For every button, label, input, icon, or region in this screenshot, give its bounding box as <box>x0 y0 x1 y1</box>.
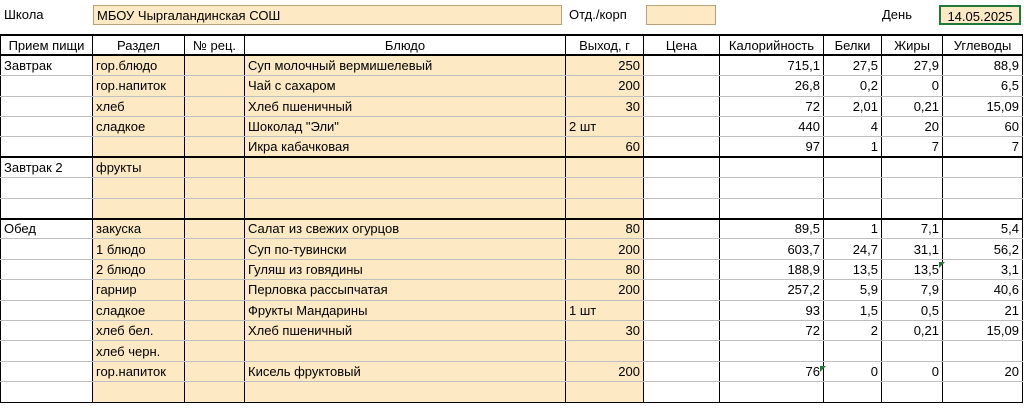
fat-cell[interactable] <box>882 157 943 177</box>
table-row <box>1 96 1023 116</box>
meal-cell[interactable] <box>1 137 93 157</box>
fat-cell[interactable]: 20 <box>882 117 943 137</box>
meal-cell[interactable] <box>1 361 93 381</box>
kcal-cell[interactable]: 440 <box>720 117 824 137</box>
col-header: Калорийность <box>720 35 824 55</box>
recipe-cell[interactable] <box>185 178 245 198</box>
kcal-cell[interactable] <box>720 178 824 198</box>
recipe-cell[interactable] <box>185 219 245 239</box>
protein-cell[interactable]: 24,7 <box>824 239 882 259</box>
output-cell[interactable]: 30 <box>566 320 644 340</box>
col-header: Цена <box>644 35 720 55</box>
output-cell[interactable] <box>566 198 644 218</box>
protein-cell[interactable]: 1,5 <box>824 300 882 320</box>
table-row <box>1 76 1023 96</box>
fat-cell[interactable]: 27,9 <box>882 55 943 75</box>
output-cell[interactable]: 200 <box>566 76 644 96</box>
fat-cell[interactable] <box>882 178 943 198</box>
col-header: Раздел <box>93 35 185 55</box>
section-cell[interactable] <box>93 137 185 157</box>
meal-cell[interactable] <box>1 198 93 218</box>
recipe-cell[interactable] <box>185 320 245 340</box>
fat-cell[interactable]: 7,1 <box>882 219 943 239</box>
section-cell[interactable]: 1 блюдо <box>93 239 185 259</box>
recipe-cell[interactable] <box>185 198 245 218</box>
col-header: Блюдо <box>245 35 566 55</box>
price-cell[interactable] <box>644 178 720 198</box>
recipe-cell[interactable] <box>185 117 245 137</box>
output-cell[interactable]: 80 <box>566 259 644 279</box>
table-row <box>1 178 1023 198</box>
col-header: Выход, г <box>566 35 644 55</box>
kcal-cell[interactable]: 72 <box>720 96 824 116</box>
recipe-cell[interactable] <box>185 55 245 75</box>
table-row <box>1 320 1023 340</box>
protein-cell[interactable]: 4 <box>824 117 882 137</box>
carb-cell[interactable]: 88,9 <box>943 55 1023 75</box>
section-cell[interactable] <box>93 178 185 198</box>
fat-cell[interactable] <box>882 382 943 402</box>
dish-cell[interactable]: Салат из свежих огурцов <box>245 219 566 239</box>
output-cell[interactable] <box>566 178 644 198</box>
price-cell[interactable] <box>644 137 720 157</box>
carb-cell[interactable] <box>943 341 1023 361</box>
section-cell[interactable]: 2 блюдо <box>93 259 185 279</box>
output-cell[interactable]: 2 шт <box>566 117 644 137</box>
protein-cell[interactable] <box>824 198 882 218</box>
dish-cell[interactable]: Суп молочный вермишелевый <box>245 55 566 75</box>
kcal-cell[interactable]: 97 <box>720 137 824 157</box>
fat-cell[interactable]: 0,21 <box>882 320 943 340</box>
school-field[interactable]: МБОУ Чыргаландинская СОШ <box>93 5 562 25</box>
dish-cell[interactable] <box>245 198 566 218</box>
meal-cell[interactable]: Завтрак <box>1 55 93 75</box>
section-cell[interactable]: гарнир <box>93 280 185 300</box>
price-cell[interactable] <box>644 300 720 320</box>
table-row <box>1 117 1023 137</box>
price-cell[interactable] <box>644 219 720 239</box>
price-cell[interactable] <box>644 320 720 340</box>
dish-cell[interactable] <box>245 157 566 177</box>
fat-cell[interactable]: 0 <box>882 361 943 381</box>
meal-cell[interactable] <box>1 259 93 279</box>
price-cell[interactable] <box>644 341 720 361</box>
meal-cell[interactable] <box>1 341 93 361</box>
protein-cell[interactable]: 1 <box>824 137 882 157</box>
dish-cell[interactable]: Хлеб пшеничный <box>245 320 566 340</box>
kcal-cell[interactable]: 257,2 <box>720 280 824 300</box>
price-cell[interactable] <box>644 157 720 177</box>
price-cell[interactable] <box>644 55 720 75</box>
carb-cell[interactable]: 20 <box>943 361 1023 381</box>
kcal-cell[interactable]: 89,5 <box>720 219 824 239</box>
fat-cell[interactable]: 31,1 <box>882 239 943 259</box>
dish-cell[interactable]: Суп по-тувински <box>245 239 566 259</box>
dish-cell[interactable]: Гуляш из говядины <box>245 259 566 279</box>
section-cell[interactable]: сладкое <box>93 300 185 320</box>
fat-cell[interactable] <box>882 198 943 218</box>
meal-cell[interactable] <box>1 178 93 198</box>
protein-cell[interactable]: 2,01 <box>824 96 882 116</box>
comment-indicator-icon <box>939 262 945 268</box>
protein-cell[interactable]: 2 <box>824 320 882 340</box>
dish-cell[interactable]: Перловка рассыпчатая <box>245 280 566 300</box>
meal-cell[interactable]: Обед <box>1 219 93 239</box>
fat-cell[interactable]: 0,21 <box>882 96 943 116</box>
price-cell[interactable] <box>644 198 720 218</box>
protein-cell[interactable]: 0,2 <box>824 76 882 96</box>
dish-cell[interactable] <box>245 178 566 198</box>
dish-cell[interactable]: Фрукты Мандарины <box>245 300 566 320</box>
dish-cell[interactable]: Чай с сахаром <box>245 76 566 96</box>
section-cell[interactable]: сладкое <box>93 117 185 137</box>
section-cell[interactable]: закуска <box>93 219 185 239</box>
protein-cell[interactable]: 1 <box>824 219 882 239</box>
output-cell[interactable]: 80 <box>566 219 644 239</box>
header-row <box>0 5 1024 27</box>
carb-cell[interactable] <box>943 382 1023 402</box>
fat-cell[interactable] <box>882 341 943 361</box>
output-cell[interactable]: 200 <box>566 280 644 300</box>
section-cell[interactable]: хлеб черн. <box>93 341 185 361</box>
meal-cell[interactable]: Завтрак 2 <box>1 157 93 177</box>
col-header: Жиры <box>882 35 943 55</box>
output-cell[interactable] <box>566 382 644 402</box>
carb-cell[interactable] <box>943 178 1023 198</box>
meal-cell[interactable] <box>1 239 93 259</box>
output-cell[interactable]: 200 <box>566 361 644 381</box>
carb-cell[interactable]: 40,6 <box>943 280 1023 300</box>
carb-cell[interactable]: 6,5 <box>943 76 1023 96</box>
output-cell[interactable] <box>566 157 644 177</box>
fat-cell[interactable]: 0,5 <box>882 300 943 320</box>
carb-cell[interactable]: 5,4 <box>943 219 1023 239</box>
recipe-cell[interactable] <box>185 157 245 177</box>
dept-label: Отд./корп <box>569 7 627 22</box>
dish-cell[interactable]: Хлеб пшеничный <box>245 96 566 116</box>
kcal-cell[interactable]: 715,1 <box>720 55 824 75</box>
kcal-cell[interactable]: 26,8 <box>720 76 824 96</box>
protein-cell[interactable] <box>824 178 882 198</box>
dish-cell[interactable]: Кисель фруктовый <box>245 361 566 381</box>
table-row <box>1 341 1023 361</box>
recipe-cell[interactable] <box>185 76 245 96</box>
col-header: № рец. <box>185 35 245 55</box>
school-label: Школа <box>4 7 44 22</box>
section-cell[interactable]: гор.напиток <box>93 361 185 381</box>
dish-cell[interactable] <box>245 382 566 402</box>
section-cell[interactable]: хлеб бел. <box>93 320 185 340</box>
kcal-cell[interactable]: 72 <box>720 320 824 340</box>
section-cell[interactable]: хлеб <box>93 96 185 116</box>
price-cell[interactable] <box>644 259 720 279</box>
output-cell[interactable]: 1 шт <box>566 300 644 320</box>
table-row <box>1 55 1023 75</box>
carb-cell[interactable]: 3,1 <box>943 259 1023 279</box>
day-field[interactable]: 14.05.2025 <box>939 5 1021 25</box>
table-row <box>1 239 1023 259</box>
carb-cell[interactable]: 15,09 <box>943 96 1023 116</box>
carb-cell[interactable] <box>943 157 1023 177</box>
price-cell[interactable] <box>644 382 720 402</box>
protein-cell[interactable]: 0 <box>824 361 882 381</box>
kcal-cell[interactable]: 76 <box>720 361 824 381</box>
day-label: День <box>882 7 912 22</box>
price-cell[interactable] <box>644 96 720 116</box>
protein-cell[interactable] <box>824 157 882 177</box>
table-row <box>1 137 1023 157</box>
section-cell[interactable]: гор.блюдо <box>93 55 185 75</box>
kcal-cell[interactable] <box>720 341 824 361</box>
recipe-cell[interactable] <box>185 300 245 320</box>
comment-indicator-icon <box>820 366 826 372</box>
table-row <box>1 157 1023 177</box>
recipe-cell[interactable] <box>185 137 245 157</box>
recipe-cell[interactable] <box>185 259 245 279</box>
carb-cell[interactable]: 21 <box>943 300 1023 320</box>
meal-cell[interactable] <box>1 382 93 402</box>
col-header: Углеводы <box>943 35 1023 55</box>
dish-cell[interactable] <box>245 341 566 361</box>
protein-cell[interactable]: 27,5 <box>824 55 882 75</box>
dish-cell[interactable]: Икра кабачковая <box>245 137 566 157</box>
table-header <box>1 35 1023 55</box>
kcal-cell[interactable]: 188,9 <box>720 259 824 279</box>
output-cell[interactable]: 250 <box>566 55 644 75</box>
carb-cell[interactable]: 15,09 <box>943 320 1023 340</box>
table-row <box>1 361 1023 381</box>
output-cell[interactable]: 30 <box>566 96 644 116</box>
protein-cell[interactable]: 5,9 <box>824 280 882 300</box>
output-cell[interactable]: 60 <box>566 137 644 157</box>
dept-field[interactable] <box>646 5 716 25</box>
kcal-cell[interactable] <box>720 157 824 177</box>
meal-cell[interactable] <box>1 280 93 300</box>
protein-cell[interactable] <box>824 341 882 361</box>
price-cell[interactable] <box>644 361 720 381</box>
kcal-cell[interactable]: 93 <box>720 300 824 320</box>
protein-cell[interactable]: 13,5 <box>824 259 882 279</box>
carb-cell[interactable] <box>943 198 1023 218</box>
section-cell[interactable] <box>93 198 185 218</box>
carb-cell[interactable]: 60 <box>943 117 1023 137</box>
section-cell[interactable] <box>93 382 185 402</box>
protein-cell[interactable] <box>824 382 882 402</box>
fat-cell[interactable]: 7 <box>882 137 943 157</box>
kcal-cell[interactable] <box>720 382 824 402</box>
fat-cell[interactable]: 13,5 <box>882 259 943 279</box>
price-cell[interactable] <box>644 239 720 259</box>
col-header: Белки <box>824 35 882 55</box>
carb-cell[interactable]: 7 <box>943 137 1023 157</box>
recipe-cell[interactable] <box>185 96 245 116</box>
menu-table <box>0 34 1023 403</box>
price-cell[interactable] <box>644 76 720 96</box>
recipe-cell[interactable] <box>185 341 245 361</box>
table-row <box>1 259 1023 279</box>
price-cell[interactable] <box>644 117 720 137</box>
meal-cell[interactable] <box>1 96 93 116</box>
table-row <box>1 198 1023 218</box>
meal-cell[interactable] <box>1 300 93 320</box>
output-cell[interactable]: 200 <box>566 239 644 259</box>
table-row <box>1 219 1023 239</box>
table-row <box>1 300 1023 320</box>
fat-cell[interactable]: 7,9 <box>882 280 943 300</box>
recipe-cell[interactable] <box>185 239 245 259</box>
recipe-cell[interactable] <box>185 280 245 300</box>
kcal-cell[interactable] <box>720 198 824 218</box>
carb-cell[interactable]: 56,2 <box>943 239 1023 259</box>
table-row <box>1 382 1023 402</box>
col-header: Прием пищи <box>1 35 93 55</box>
meal-cell[interactable] <box>1 76 93 96</box>
section-cell[interactable]: гор.напиток <box>93 76 185 96</box>
fat-cell[interactable]: 0 <box>882 76 943 96</box>
recipe-cell[interactable] <box>185 382 245 402</box>
kcal-cell[interactable]: 603,7 <box>720 239 824 259</box>
section-cell[interactable]: фрукты <box>93 157 185 177</box>
output-cell[interactable] <box>566 341 644 361</box>
table-row <box>1 280 1023 300</box>
dish-cell[interactable]: Шоколад "Эли" <box>245 117 566 137</box>
meal-cell[interactable] <box>1 320 93 340</box>
recipe-cell[interactable] <box>185 361 245 381</box>
price-cell[interactable] <box>644 280 720 300</box>
meal-cell[interactable] <box>1 117 93 137</box>
